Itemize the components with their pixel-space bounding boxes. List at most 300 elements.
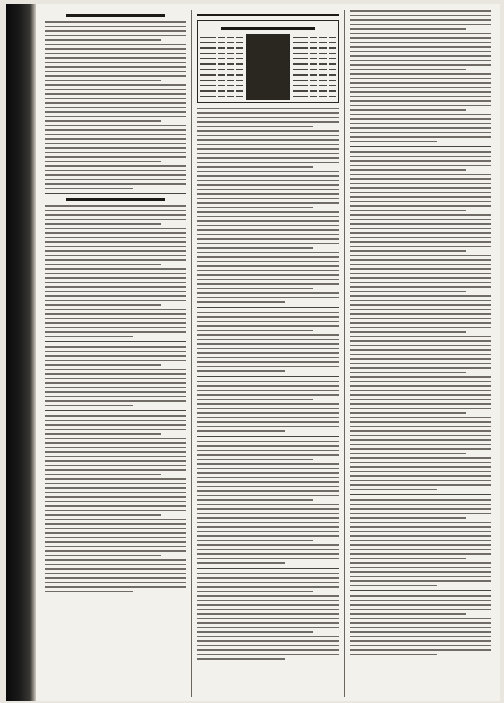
text-line [197, 459, 313, 461]
table-cell [293, 96, 309, 97]
table-row [200, 40, 243, 44]
table-cell [218, 69, 225, 70]
text-line [197, 180, 338, 182]
text-line [350, 156, 491, 158]
table-cell [236, 96, 243, 97]
text-line [45, 519, 186, 521]
text-line [197, 394, 338, 396]
table-cell [227, 85, 234, 86]
newspaper-page [6, 4, 500, 701]
text-line [197, 468, 338, 470]
text-line [350, 480, 491, 482]
article-text [197, 312, 338, 372]
text-line [45, 44, 186, 46]
table-cell [218, 37, 225, 38]
text-line [45, 30, 186, 32]
text-line [45, 451, 186, 453]
text-line [350, 426, 491, 428]
table-row [293, 89, 336, 93]
text-line [197, 477, 338, 479]
table-cell [329, 58, 336, 59]
text-line [350, 19, 491, 21]
table-cell [218, 42, 225, 43]
text-line [197, 445, 338, 447]
table-cell [218, 58, 225, 59]
table-cell [293, 53, 309, 54]
text-line [350, 513, 491, 515]
text-line [197, 238, 338, 240]
table-cell [200, 96, 216, 97]
text-line [197, 390, 338, 392]
text-line [45, 564, 186, 566]
text-line [197, 297, 338, 299]
text-line [197, 247, 313, 249]
text-line [350, 358, 491, 360]
text-line [45, 546, 186, 548]
text-line [45, 474, 161, 476]
text-line [197, 184, 338, 186]
text-line [45, 331, 186, 333]
text-line [350, 214, 491, 216]
text-line [45, 429, 186, 431]
text-line [45, 487, 186, 489]
text-line [350, 421, 491, 423]
text-line [350, 367, 491, 369]
table-cell [200, 37, 216, 38]
text-line [197, 171, 338, 173]
table-row [200, 46, 243, 50]
text-line [197, 130, 338, 132]
table-cell [218, 47, 225, 48]
text-line [45, 433, 161, 435]
text-line [45, 111, 186, 113]
text-line [197, 112, 338, 114]
text-line [45, 161, 161, 163]
table-row [200, 94, 243, 98]
table-cell [319, 90, 326, 91]
text-line [197, 522, 338, 524]
text-line [350, 277, 491, 279]
text-line [197, 504, 338, 506]
text-line [197, 348, 338, 350]
table-row [200, 51, 243, 55]
table-cell [293, 42, 309, 43]
text-line [45, 255, 186, 257]
text-line [45, 277, 186, 279]
table-cell [329, 53, 336, 54]
text-line [45, 48, 186, 50]
table-row [200, 84, 243, 88]
table-cell [293, 90, 309, 91]
text-line [45, 71, 186, 73]
text-line [350, 192, 491, 194]
text-line [197, 189, 338, 191]
text-line [197, 148, 338, 150]
text-line [197, 627, 338, 629]
text-line [197, 645, 338, 647]
text-line [350, 33, 491, 35]
table-row [200, 73, 243, 77]
text-line [197, 157, 338, 159]
table-row [293, 78, 336, 82]
text-line [197, 636, 338, 638]
text-line [45, 336, 133, 338]
text-line [350, 169, 466, 171]
text-line [45, 355, 186, 357]
text-line [350, 394, 491, 396]
text-line [350, 51, 491, 53]
table-cell [319, 47, 326, 48]
text-line [197, 321, 338, 323]
book-binding-edge [6, 4, 36, 701]
table-row [293, 40, 336, 44]
table-cell [310, 58, 317, 59]
text-line [350, 549, 491, 551]
text-line [45, 550, 186, 552]
text-line [197, 381, 338, 383]
column-rule [350, 146, 491, 147]
text-line [350, 580, 491, 582]
table-cell [319, 80, 326, 81]
text-line [45, 304, 161, 306]
table-cell [218, 80, 225, 81]
table-cell [310, 37, 317, 38]
text-line [350, 295, 491, 297]
text-line [197, 325, 338, 327]
text-line [45, 165, 186, 167]
column-rule [45, 193, 186, 194]
article-text [350, 499, 491, 586]
text-line [45, 465, 186, 467]
column-rule [197, 14, 338, 16]
text-line [350, 187, 491, 189]
text-line [45, 424, 186, 426]
table-cell [319, 42, 326, 43]
text-line [350, 183, 491, 185]
column-rule [350, 494, 491, 495]
text-line [197, 531, 338, 533]
text-line [350, 627, 491, 629]
text-line [197, 408, 338, 410]
text-line [45, 125, 186, 127]
text-line [350, 453, 466, 455]
text-line [197, 417, 338, 419]
text-line [197, 202, 338, 204]
table-cell [236, 90, 243, 91]
text-line [197, 591, 313, 593]
table-cell [200, 42, 216, 43]
text-line [197, 426, 338, 428]
text-line [45, 555, 161, 557]
text-line [197, 126, 313, 128]
text-line [197, 361, 338, 363]
table-cell [227, 90, 234, 91]
text-line [45, 89, 186, 91]
text-line [197, 229, 338, 231]
table-cell [293, 80, 309, 81]
table-cell [319, 96, 326, 97]
text-line [45, 57, 186, 59]
text-line [350, 354, 491, 356]
text-line [350, 313, 491, 315]
table-cell [200, 69, 216, 70]
text-line [350, 273, 491, 275]
table-cell [319, 63, 326, 64]
text-line [197, 595, 338, 597]
text-line [45, 26, 186, 28]
table-row [200, 57, 243, 61]
text-line [350, 109, 466, 111]
text-line [197, 339, 338, 341]
text-line [197, 211, 338, 213]
text-line [350, 165, 491, 167]
text-line [350, 435, 491, 437]
table-row [200, 35, 243, 39]
text-line [350, 595, 491, 597]
table-cell [227, 47, 234, 48]
text-line [350, 604, 491, 606]
table-cell [293, 85, 309, 86]
table-row [293, 73, 336, 77]
text-line [350, 259, 491, 261]
text-line [45, 405, 133, 407]
text-line [45, 219, 186, 221]
table-row [200, 62, 243, 66]
text-line [45, 559, 186, 561]
text-line [350, 544, 491, 546]
text-line [45, 532, 186, 534]
text-line [45, 438, 186, 440]
text-line [197, 558, 338, 560]
text-line [45, 351, 186, 353]
table-row [293, 94, 336, 98]
text-line [197, 450, 338, 452]
text-line [45, 378, 186, 380]
article-text [197, 381, 338, 432]
text-line [45, 143, 186, 145]
table-cell [227, 42, 234, 43]
text-line [45, 523, 186, 525]
text-line [45, 456, 186, 458]
text-line [197, 535, 338, 537]
text-line [45, 174, 186, 176]
column-rule [197, 307, 338, 308]
text-line [45, 250, 186, 252]
text-line [350, 141, 438, 143]
table-cell [200, 74, 216, 75]
table-cell [329, 37, 336, 38]
table-cell [310, 42, 317, 43]
text-line [350, 228, 491, 230]
text-line [197, 370, 285, 372]
text-line [350, 28, 466, 30]
table-cell [200, 63, 216, 64]
table-cell [218, 85, 225, 86]
column-2 [191, 10, 343, 697]
table-cell [236, 74, 243, 75]
text-line [350, 15, 491, 17]
text-line [197, 430, 285, 432]
table-cell [310, 96, 317, 97]
text-line [45, 586, 186, 588]
article-text [45, 205, 186, 337]
column-rule [197, 436, 338, 437]
text-line [350, 37, 491, 39]
text-line [45, 259, 186, 261]
text-line [350, 499, 491, 501]
text-line [197, 330, 313, 332]
table-cell [200, 80, 216, 81]
text-line [350, 91, 491, 93]
text-line [197, 274, 338, 276]
text-line [45, 373, 186, 375]
text-line [350, 282, 491, 284]
article-text [45, 346, 186, 406]
text-line [350, 444, 491, 446]
table-row [293, 62, 336, 66]
text-line [45, 170, 186, 172]
text-line [197, 577, 338, 579]
text-line [197, 312, 338, 314]
text-line [45, 496, 186, 498]
text-line [45, 268, 186, 270]
text-line [350, 331, 466, 333]
text-line [45, 442, 186, 444]
text-line [45, 573, 186, 575]
text-line [350, 649, 491, 651]
text-line [45, 510, 186, 512]
text-line [350, 174, 491, 176]
text-line [350, 118, 491, 120]
article-text [350, 151, 491, 490]
text-line [45, 75, 186, 77]
text-line [350, 286, 491, 288]
text-line [350, 205, 491, 207]
text-line [197, 207, 313, 209]
text-line [197, 352, 338, 354]
table-cell [227, 74, 234, 75]
text-line [197, 490, 338, 492]
text-line [197, 600, 338, 602]
text-line [350, 372, 466, 374]
text-line [197, 513, 338, 515]
text-line [350, 340, 491, 342]
table-half [200, 34, 243, 100]
text-line [350, 522, 491, 524]
text-line [45, 360, 186, 362]
text-line [45, 129, 186, 131]
text-line [45, 246, 186, 248]
text-line [45, 232, 186, 234]
text-line [45, 478, 186, 480]
text-line [350, 210, 466, 212]
text-line [350, 622, 491, 624]
text-line [350, 42, 491, 44]
text-line [197, 481, 338, 483]
text-line [197, 198, 338, 200]
text-line [197, 234, 338, 236]
text-line [350, 345, 491, 347]
table-cell [329, 63, 336, 64]
text-line [350, 576, 491, 578]
text-line [197, 553, 338, 555]
text-line [197, 399, 313, 401]
text-line [197, 225, 338, 227]
text-line [45, 205, 186, 207]
text-line [45, 396, 186, 398]
text-line [45, 188, 133, 190]
text-line [45, 420, 186, 422]
text-line [350, 201, 491, 203]
text-line [350, 462, 491, 464]
table-cell [236, 58, 243, 59]
text-line [350, 517, 466, 519]
text-line [197, 343, 338, 345]
column-rule [45, 341, 186, 342]
table-cell [200, 47, 216, 48]
text-line [350, 504, 491, 506]
text-line [45, 214, 186, 216]
text-line [197, 316, 338, 318]
text-line [350, 268, 491, 270]
table-row [293, 51, 336, 55]
text-line [45, 447, 186, 449]
text-line [45, 120, 161, 122]
column-rule [45, 410, 186, 411]
text-line [197, 421, 338, 423]
text-line [45, 62, 186, 64]
text-line [45, 179, 186, 181]
article-text [350, 10, 491, 142]
table-cell [319, 58, 326, 59]
text-line [197, 162, 338, 164]
text-line [350, 336, 491, 338]
text-line [45, 282, 186, 284]
text-line [197, 631, 313, 633]
text-line [197, 640, 338, 642]
text-line [197, 622, 338, 624]
text-line [350, 471, 491, 473]
text-line [197, 495, 338, 497]
article-text [197, 108, 338, 303]
text-line [45, 537, 186, 539]
text-line [350, 535, 491, 537]
text-line [350, 408, 491, 410]
text-line [45, 241, 186, 243]
text-line [350, 246, 491, 248]
text-line [350, 10, 491, 12]
text-line [350, 567, 491, 569]
text-line [350, 439, 491, 441]
text-line [350, 475, 491, 477]
table-cell [329, 42, 336, 43]
table-cell [319, 53, 326, 54]
text-line [350, 73, 491, 75]
text-line [350, 300, 491, 302]
text-line [197, 216, 338, 218]
table-cell [200, 53, 216, 54]
text-line [350, 178, 491, 180]
text-line [45, 102, 186, 104]
text-line [197, 540, 313, 542]
text-line [350, 600, 491, 602]
table-cell [227, 69, 234, 70]
text-line [350, 526, 491, 528]
table-cell [293, 47, 309, 48]
text-line [45, 98, 186, 100]
table-cell [227, 63, 234, 64]
text-line [350, 318, 491, 320]
